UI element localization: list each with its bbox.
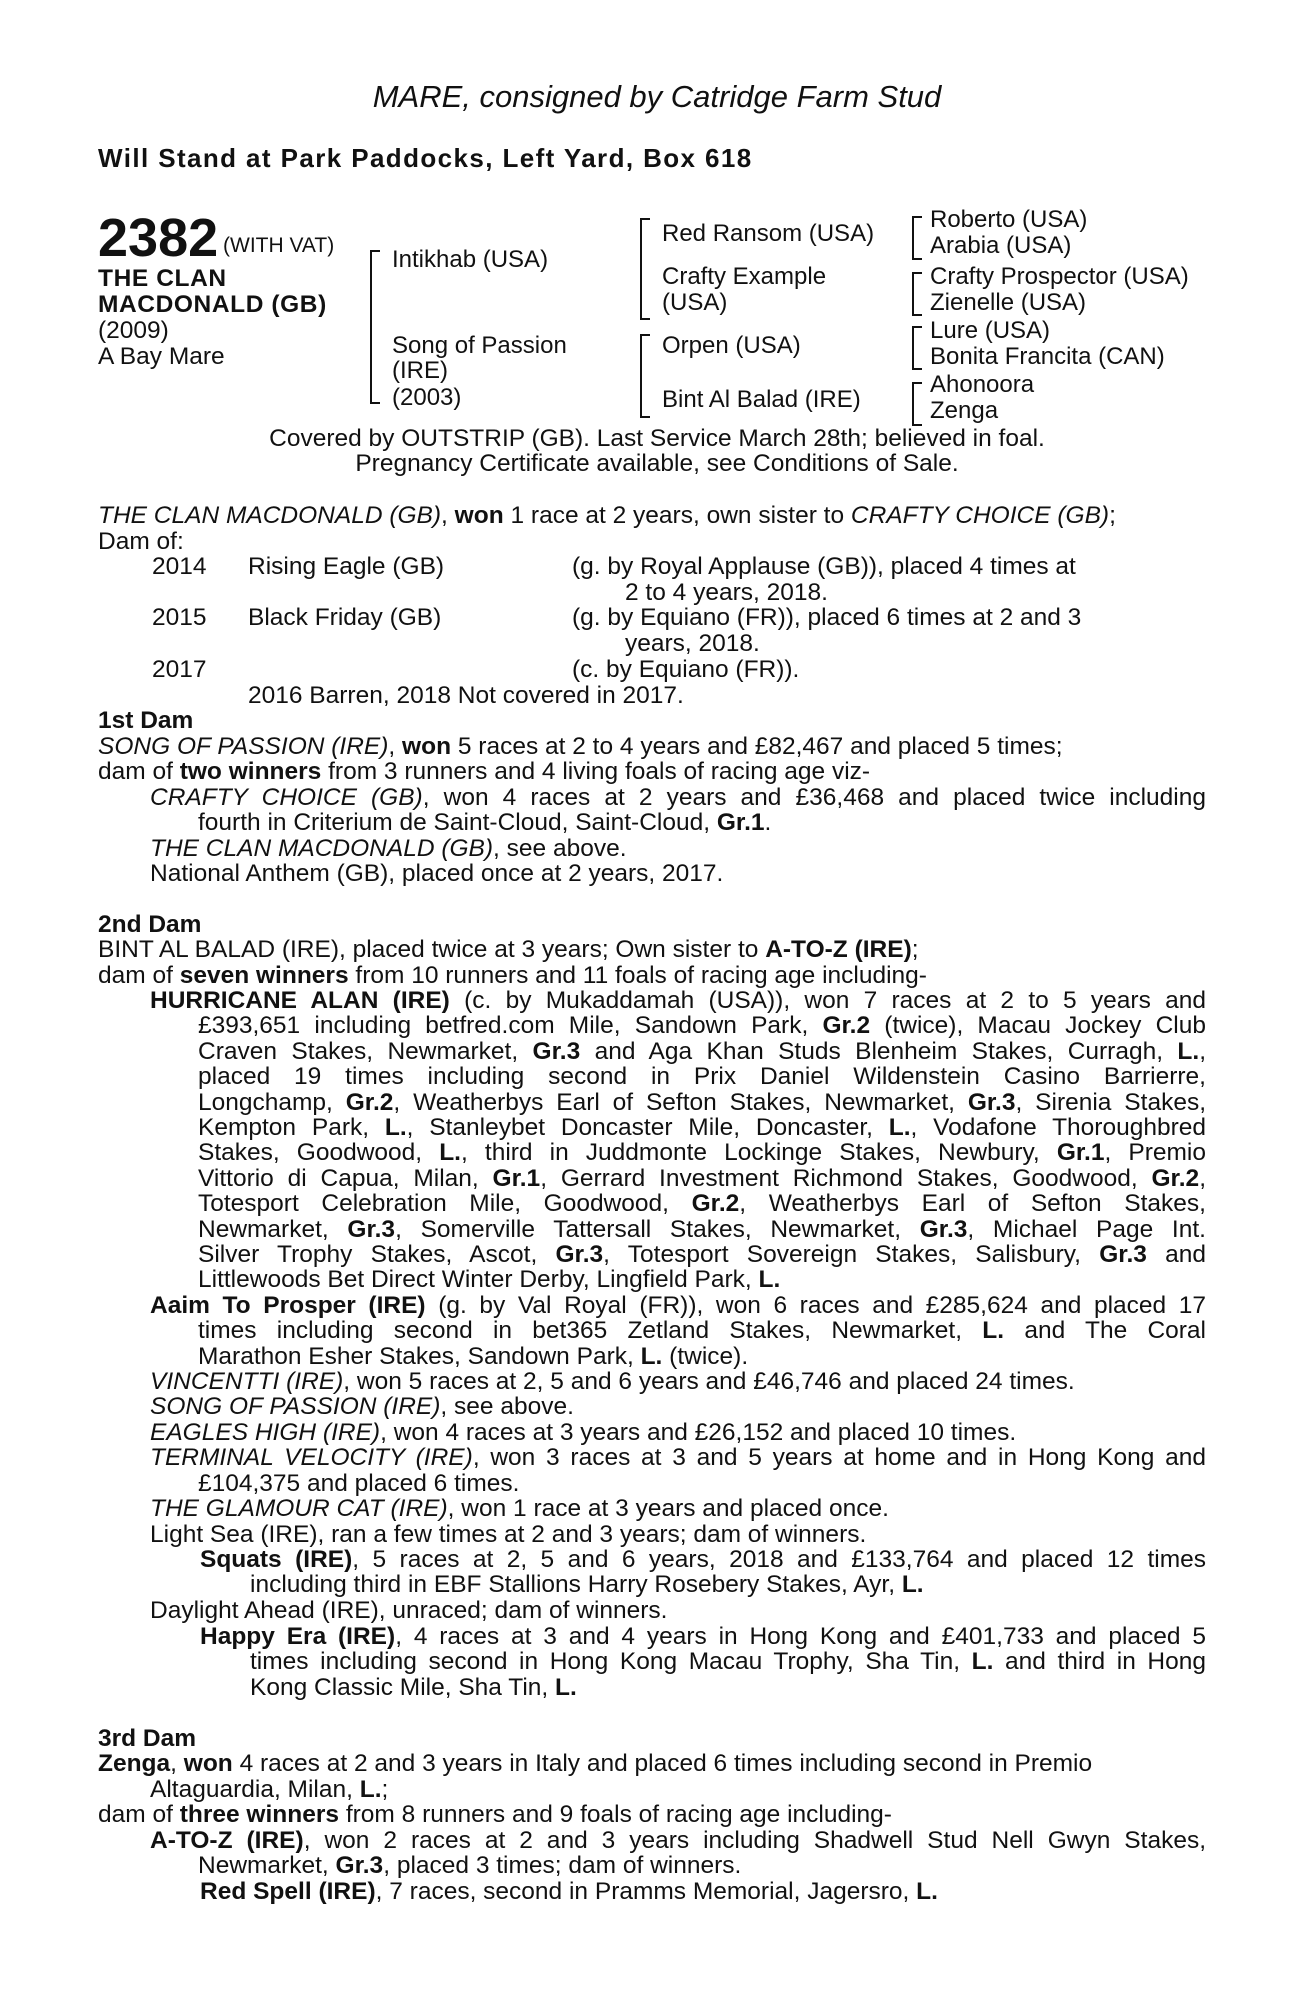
- vincentti-text: , won 5 races at 2, 5 and 6 years and £46,746 and placed 24 times.: [343, 1368, 1075, 1395]
- text-segment: Stakes, Goodwood,: [198, 1139, 440, 1167]
- second-dam-winners: seven winners: [179, 962, 349, 989]
- first-dam-line1: SONG OF PASSION (IRE), won 5 races at 2 to 4 years and £82,467 and placed 5 times;: [98, 733, 1063, 760]
- vincentti-name: VINCENTTI (IRE): [150, 1368, 344, 1395]
- entry-line: [200, 1624, 1206, 1650]
- text-segment: Totesport Celebration Mile, Goodwood,: [198, 1190, 692, 1218]
- terminal-velocity-entry: [150, 1445, 1206, 1471]
- pedigree-brace-dam: [640, 334, 650, 418]
- horse-year: (2009): [98, 317, 169, 344]
- bold-segment: L.: [758, 1266, 781, 1294]
- text-segment: , Michael Page Int.: [967, 1215, 1206, 1243]
- entry-line: [198, 1039, 1206, 1065]
- eagles-text: , won 4 races at 3 years and £26,152 and placed 10 times.: [380, 1419, 1017, 1446]
- text-segment: including third in EBF Stallions Harry Rosebery Stakes, Ayr,: [250, 1571, 902, 1599]
- third-dam-dam-of: [98, 1802, 892, 1828]
- produce-intro-rest: 1 race at 2 years, own sister to: [503, 502, 851, 529]
- bold-segment: Gr.3: [347, 1215, 396, 1243]
- crafty-choice-name: CRAFTY CHOICE (GB): [150, 784, 423, 811]
- text-segment: 4 races at 2 and 3 years in Italy and placed 6 times including second in Premio: [232, 1750, 1093, 1777]
- text-segment: Vittorio di Capua, Milan,: [198, 1164, 493, 1192]
- clan-text: , see above.: [493, 835, 627, 862]
- bold-segment: L.: [916, 1878, 938, 1905]
- text-segment: , Somerville Tattersall Stakes, Newmarket,: [395, 1215, 920, 1243]
- pedigree-ds-sire: Lure (USA): [930, 317, 1051, 344]
- entry-line: [198, 1318, 1206, 1344]
- terminal-name: TERMINAL VELOCITY (IRE): [150, 1444, 473, 1471]
- produce-intro-sister: CRAFTY CHOICE (GB): [850, 502, 1110, 529]
- crafty-choice-text2: fourth in Criterium de Saint-Cloud, Saint-Cloud,: [198, 809, 717, 836]
- covered-line2: Pregnancy Certificate available, see Conditions of Sale.: [355, 450, 959, 477]
- second-dam-heading: 2nd Dam: [98, 911, 202, 938]
- produce-name: Rising Eagle (GB): [248, 553, 445, 580]
- entry-line: [198, 1267, 780, 1293]
- text-segment: placed 19 times including second in Prix Daniel Wildenstein Casino Barrierre,: [198, 1063, 1206, 1091]
- bold-segment: L.: [971, 1648, 994, 1676]
- bold-segment: L.: [555, 1673, 577, 1701]
- text-segment: ,: [1199, 1037, 1206, 1065]
- song-name: SONG OF PASSION (IRE): [150, 1393, 441, 1420]
- vat-note: (WITH VAT): [223, 234, 335, 257]
- text-segment: (c. by Mukaddamah (USA)), won 7 races at 2 to 5 years and: [449, 987, 1206, 1014]
- bold-segment: Gr.1: [492, 1164, 541, 1192]
- produce-intro-end: ;: [1109, 502, 1116, 529]
- text-segment: Kempton Park,: [198, 1114, 385, 1141]
- text-segment: , Gerrard Investment Richmond Stakes, Goodwood,: [540, 1164, 1152, 1192]
- first-dam-line2: [98, 759, 870, 785]
- entry-line: [200, 1879, 938, 1905]
- third-dam-heading: 3rd Dam: [98, 1725, 197, 1752]
- text-segment: , placed 3 times; dam of winners.: [383, 1852, 742, 1880]
- entry-line: [250, 1649, 1206, 1675]
- entry-line: [198, 1217, 1206, 1243]
- bold-segment: Red Spell (IRE): [200, 1878, 376, 1905]
- eagles-high-entry: [150, 1420, 1016, 1446]
- bold-segment: Gr.2: [822, 1012, 871, 1040]
- text-segment: Craven Stakes, Newmarket,: [198, 1037, 533, 1065]
- bold-segment: L.: [640, 1342, 663, 1370]
- bold-segment: Gr.3: [335, 1852, 384, 1880]
- pedigree-ds-dam: Bonita Francita (CAN): [930, 343, 1165, 370]
- entry-line: [198, 1090, 1206, 1116]
- entry-line: [198, 1242, 1206, 1268]
- first-dam-text1: 5 races at 2 to 4 years and £82,467 and placed 5 times;: [451, 733, 1063, 760]
- text-segment: times including second in Hong Kong Macau Trophy, Sha Tin,: [250, 1648, 972, 1676]
- entry-line: [150, 988, 1206, 1014]
- text-segment: , Stanleybet Doncaster Mile, Doncaster,: [406, 1114, 889, 1141]
- text-segment: Newmarket,: [198, 1215, 348, 1243]
- pedigree-brace-ds: [912, 326, 922, 370]
- lot-number: 2382: [98, 208, 219, 268]
- entry-line: [198, 1853, 741, 1879]
- third-dam-winners: three winners: [179, 1801, 340, 1828]
- pedigree-brace-sd: [912, 272, 922, 316]
- second-dam-atoz: A-TO-Z (IRE): [765, 936, 912, 963]
- entry-line: [250, 1675, 577, 1701]
- terminal-velocity-cont: £104,375 and placed 6 times.: [198, 1470, 520, 1497]
- bold-segment: HURRICANE ALAN (IRE): [150, 987, 450, 1014]
- glamour-name: THE GLAMOUR CAT (IRE): [150, 1495, 448, 1522]
- produce-year: 2017: [152, 656, 207, 683]
- second-dam-rest: from 10 runners and 11 foals of racing age including-: [348, 962, 927, 989]
- produce-intro-comma: ,: [441, 502, 455, 529]
- pedigree-dam-line1: Song of Passion: [392, 332, 567, 359]
- bold-segment: won: [183, 1750, 233, 1777]
- pedigree-dam-sire: Orpen (USA): [662, 332, 801, 359]
- produce-dam-of: Dam of:: [98, 528, 184, 555]
- terminal-text1: , won 3 races at 3 and 5 years at home and in Hong Kong and: [472, 1444, 1206, 1471]
- vincentti-entry: [150, 1369, 1075, 1395]
- clan-name: THE CLAN MACDONALD (GB): [150, 835, 494, 862]
- zenga-line2-text: Altaguardia, Milan,: [150, 1776, 360, 1803]
- text-segment: £393,651 including betfred.com Mile, Sandown Park,: [198, 1012, 823, 1040]
- second-dam-semi: ;: [911, 936, 919, 963]
- text-segment: ,: [1199, 1164, 1206, 1192]
- first-dam-anthem: National Anthem (GB), placed once at 2 years, 2017.: [150, 860, 724, 887]
- first-dam-clan: [150, 836, 627, 862]
- bold-segment: Gr.3: [919, 1215, 968, 1243]
- pedigree-dam-line3: (2003): [392, 384, 462, 411]
- bold-segment: L.: [439, 1139, 461, 1167]
- pedigree-dam-line2: (IRE): [392, 357, 448, 384]
- text-segment: Marathon Esher Stakes, Sandown Park,: [198, 1342, 641, 1370]
- zenga-line2: [150, 1777, 388, 1803]
- crafty-choice-dot: .: [764, 809, 772, 836]
- produce-detail: (g. by Equiano (FR)), placed 6 times at 2 and 3: [572, 604, 1082, 631]
- first-dam-name: SONG OF PASSION (IRE): [98, 733, 389, 760]
- text-segment: , Vodafone Thoroughbred: [910, 1114, 1206, 1141]
- song-of-passion-entry: [150, 1394, 574, 1420]
- text-segment: and: [1146, 1241, 1206, 1268]
- crafty-choice-grade: Gr.1: [716, 809, 765, 836]
- text-segment: , 7 races, second in Pramms Memorial, Jagersro,: [375, 1878, 917, 1905]
- text-segment: Littlewoods Bet Direct Winter Derby, Lingfield Park,: [198, 1266, 759, 1294]
- entry-line: [198, 1064, 1206, 1090]
- pedigree-sd-sire: Crafty Prospector (USA): [930, 263, 1189, 290]
- text-segment: and third in Hong: [993, 1648, 1206, 1676]
- first-dam-heading: 1st Dam: [98, 707, 194, 734]
- first-dam-text2: from 3 runners and 4 living foals of racing age viz-: [321, 758, 871, 785]
- bold-segment: Gr.3: [555, 1241, 604, 1268]
- text-segment: , Totesport Sovereign Stakes, Salisbury,: [603, 1241, 1100, 1268]
- text-segment: (twice), Macau Jockey Club: [870, 1012, 1206, 1040]
- bold-segment: Gr.3: [967, 1088, 1016, 1116]
- bold-segment: Gr.2: [691, 1190, 740, 1218]
- text-segment: Kong Classic Mile, Sha Tin,: [250, 1673, 556, 1701]
- first-dam-winners: two winners: [179, 758, 322, 785]
- second-dam-line1: [98, 937, 919, 963]
- text-segment: Newmarket,: [198, 1852, 336, 1880]
- bold-segment: A-TO-Z (IRE): [150, 1827, 304, 1854]
- pedigree-sd-dam: Zienelle (USA): [930, 289, 1087, 316]
- horse-name-line2: MACDONALD (GB): [98, 291, 327, 318]
- daylight-ahead-entry: Daylight Ahead (IRE), unraced; dam of winners.: [150, 1597, 668, 1624]
- produce-detail: (c. by Equiano (FR)).: [572, 656, 800, 683]
- text-segment: Silver Trophy Stakes, Ascot,: [198, 1241, 556, 1268]
- bold-segment: Gr.2: [345, 1088, 394, 1116]
- text-segment: , Sirenia Stakes,: [1015, 1088, 1207, 1116]
- text-segment: , 5 races at 2, 5 and 6 years, 2018 and £133,764 and placed 12 times: [352, 1546, 1206, 1573]
- first-dam-crafty-line2: [198, 810, 771, 836]
- pedigree-brace-dd: [912, 382, 922, 426]
- bold-segment: Gr.3: [1099, 1241, 1147, 1268]
- entry-line: [198, 1013, 1206, 1039]
- pedigree-brace-sire: [640, 218, 650, 320]
- bold-segment: Gr.2: [1151, 1164, 1200, 1192]
- horse-description: A Bay Mare: [98, 343, 225, 370]
- bold-segment: Squats (IRE): [200, 1546, 353, 1573]
- second-dam-text1: BINT AL BALAD (IRE), placed twice at 3 years; Own sister to: [98, 936, 766, 963]
- pedigree-dam-dam: Bint Al Balad (IRE): [662, 386, 861, 413]
- bold-segment: L.: [1177, 1037, 1200, 1065]
- bold-segment: L.: [888, 1114, 911, 1141]
- produce-intro-name: THE CLAN MACDONALD (GB): [98, 502, 442, 529]
- text-segment: and The Coral: [1004, 1317, 1206, 1345]
- text-segment: , third in Juddmonte Lockinge Stakes, Newbury,: [460, 1139, 1057, 1167]
- pedigree-brace-ss: [912, 216, 922, 260]
- first-dam-dam-of: dam of: [98, 758, 180, 785]
- first-dam-won: won: [402, 733, 452, 760]
- bold-segment: Zenga: [98, 1750, 171, 1777]
- pedigree-dd-sire: Ahonoora: [930, 371, 1035, 398]
- entry-line: [250, 1572, 924, 1598]
- covered-line1: Covered by OUTSTRIP (GB). Last Service March 28th; believed in foal.: [269, 425, 1045, 452]
- pedigree-sire-dam-line2: (USA): [662, 289, 728, 316]
- stand-location: Will Stand at Park Paddocks, Left Yard, Box 618: [98, 143, 753, 173]
- pedigree-brace-main: [370, 250, 380, 404]
- first-dam-crafty-line1: [150, 785, 1206, 811]
- pedigree-dd-dam: Zenga: [930, 397, 999, 424]
- text-segment: (twice).: [662, 1342, 749, 1370]
- crafty-choice-text1: , won 4 races at 2 years and £36,468 and placed twice including: [422, 784, 1207, 811]
- eagles-name: EAGLES HIGH (IRE): [150, 1419, 381, 1446]
- text-segment: times including second in bet365 Zetland Stakes, Newmarket,: [198, 1317, 983, 1345]
- bold-segment: Gr.1: [1056, 1139, 1105, 1167]
- entry-line: [200, 1547, 1206, 1573]
- entry-line: [198, 1115, 1206, 1141]
- bold-segment: L.: [384, 1114, 407, 1141]
- entry-line: [198, 1166, 1206, 1192]
- entry-line: [150, 1293, 1206, 1319]
- text-segment: , Premio: [1104, 1139, 1206, 1167]
- produce-detail: (g. by Royal Applause (GB)), placed 4 times at: [572, 553, 1076, 580]
- text-segment: Longchamp,: [198, 1088, 346, 1116]
- bold-segment: L.: [982, 1317, 1005, 1345]
- page-title: MARE, consigned by Catridge Farm Stud: [372, 79, 942, 114]
- second-dam-dam-of: dam of: [98, 962, 180, 989]
- entry-line: [198, 1191, 1206, 1217]
- pedigree-ss-sire: Roberto (USA): [930, 206, 1088, 233]
- entry-line: [98, 1751, 1092, 1777]
- text-segment: , Weatherbys Earl of Sefton Stakes, Newmarket,: [393, 1088, 968, 1116]
- horse-name-line1: THE CLAN: [98, 265, 227, 292]
- bold-segment: Gr.3: [532, 1037, 581, 1065]
- produce-barren: 2016 Barren, 2018 Not covered in 2017.: [248, 682, 684, 709]
- bold-segment: Aaim To Prosper (IRE): [150, 1292, 426, 1319]
- entry-line: [198, 1344, 748, 1370]
- entry-line: [150, 1828, 1206, 1854]
- produce-detail-cont: years, 2018.: [625, 630, 760, 657]
- zenga-line2-end: ;: [381, 1776, 389, 1803]
- bold-segment: L.: [901, 1571, 924, 1599]
- bold-segment: Happy Era (IRE): [200, 1623, 396, 1650]
- third-dam-dam-of-label: dam of: [98, 1801, 180, 1828]
- text-segment: (g. by Val Royal (FR)), won 6 races and £285,624 and placed 17: [425, 1292, 1207, 1319]
- text-segment: ,: [170, 1750, 184, 1777]
- produce-year: 2014: [152, 553, 207, 580]
- produce-detail-cont: 2 to 4 years, 2018.: [625, 579, 828, 606]
- song-text: , see above.: [440, 1393, 574, 1420]
- light-sea-entry: Light Sea (IRE), ran a few times at 2 and 3 years; dam of winners.: [150, 1521, 867, 1548]
- glamour-cat-entry: [150, 1496, 889, 1522]
- text-segment: , Weatherbys Earl of Sefton Stakes,: [739, 1190, 1206, 1218]
- pedigree-sire-dam-line1: Crafty Example: [662, 263, 827, 290]
- text-segment: , 4 races at 3 and 4 years in Hong Kong and £401,733 and placed 5: [395, 1623, 1206, 1650]
- third-dam-rest: from 8 runners and 9 foals of racing age including-: [339, 1801, 892, 1828]
- produce-name: Black Friday (GB): [248, 604, 442, 631]
- produce-intro-won: won: [454, 502, 504, 529]
- glamour-text: , won 1 race at 3 years and placed once.: [447, 1495, 889, 1522]
- text-segment: and Aga Khan Studs Blenheim Stakes, Curragh,: [580, 1037, 1178, 1065]
- zenga-line2-grade: L.: [359, 1776, 382, 1803]
- second-dam-line2: [98, 963, 927, 989]
- pedigree-sire: Intikhab (USA): [392, 246, 549, 273]
- text-segment: , won 2 races at 2 and 3 years including Shadwell Stud Nell Gwyn Stakes,: [303, 1827, 1206, 1854]
- entry-line: [198, 1140, 1206, 1166]
- produce-intro: [98, 503, 1116, 529]
- pedigree-ss-dam: Arabia (USA): [930, 232, 1072, 259]
- produce-year: 2015: [152, 604, 207, 631]
- pedigree-sire-sire: Red Ransom (USA): [662, 220, 875, 247]
